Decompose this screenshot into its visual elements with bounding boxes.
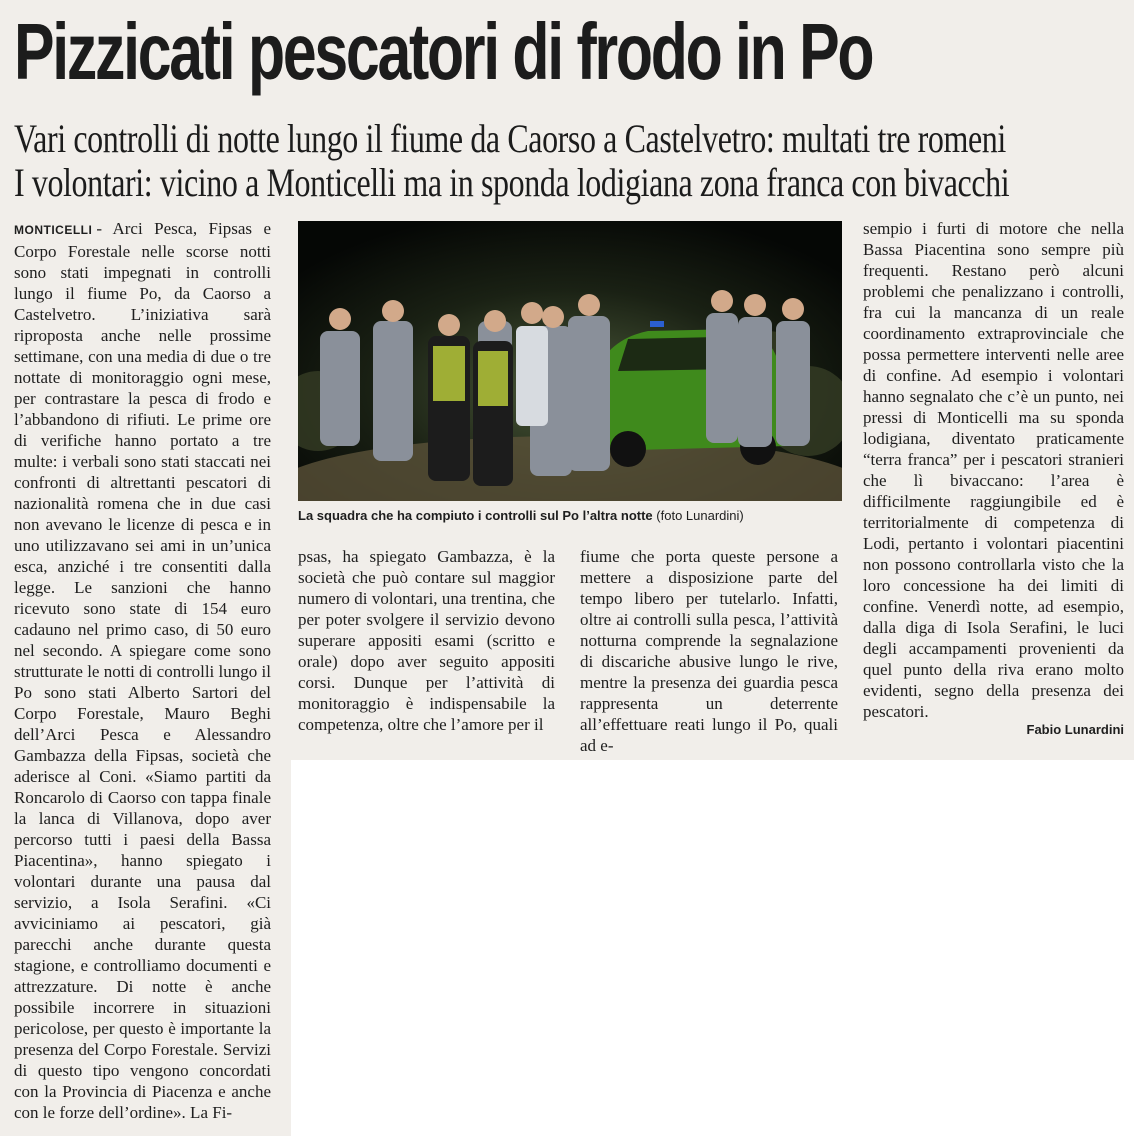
article-photo	[298, 221, 842, 501]
column-1-text: - Arci Pesca, Fipsas e Corpo Forestale nelle scorse notti sono stati impegnati in controlli lungo il fiume Po, da Caorso a Castelvetro. L’iniziativa sarà riproposta anche nelle prossime settimane, con una media di due o tre nottate di monitoraggio ogni mese, per contrastare la pesca di frodo e l’abbandono di rifiuti. Le prime ore di verifiche hanno portato a tre multe: i verbali sono stati staccati nei confronti di altrettanti pescatori di nazionalità romena che in due casi non avevano le licenze di pesca e in uno utilizzavano sei ami in un’unica esca, anziché i tre consentiti dalla legge. Le sanzioni che hanno ricevuto sono state di 154 euro cadauno nel primo caso, di 50 euro nel secondo. A spiegare come sono strutturate le notti di controlli lungo il Po sono stati Alberto Sartori del Corpo Forestale, Mauro Beghi dell’Arci Pesca e Alessandro Gambazza della Fipsas, società che aderisce al Coni. «Siamo partiti da Roncarolo di Caorso con tappa finale la lanca di Villanova, dopo aver percorso tutti i paesi della Bassa Piacentina», hanno spiegato i volontari durante una pausa dal servizio, a Isola Serafini. «Ci avviciniamo ai pescatori, già parecchi anche durante questa stagione, e controlliamo documenti e attrezzature. Di notte è anche possibile incorrere in situazioni pericolose, per questo è importante la presenza del Corpo Forestale. Servizi di questo tipo vengono concordati con la Provincia di Piacenza e anche con le forze dell’ordine». La Fi-	[14, 219, 271, 1122]
photo-credit: (foto Lunardini)	[656, 508, 744, 523]
byline: Fabio Lunardini	[1026, 722, 1124, 737]
headline: Pizzicati pescatori di frodo in Po	[14, 7, 873, 96]
photo-night-team-car	[298, 221, 842, 501]
column-2-text: psas, ha spiegato Gambazza, è la società che può contare sul maggior numero di volontari, una trentina, che per poter svolgere il servizio devono superare appositi esami (scritto e orale) dopo aver seguito appositi corsi. Dunque per l’attività di monitoraggio è indispensabile la competenza, oltre che l’amore per il	[298, 547, 555, 734]
subheadline-1: Vari controlli di notte lungo il fiume da Caorso a Castelvetro: multati tre romeni	[14, 116, 1006, 161]
column-1-paragraph	[14, 218, 271, 1123]
article-column-2	[298, 546, 555, 735]
caption-text: La squadra che ha compiuto i controlli sul Po l’altra notte	[298, 508, 653, 523]
subheadline-2: I volontari: vicino a Monticelli ma in sponda lodigiana zona franca con bivacchi	[14, 160, 1010, 205]
column-4-text: sempio i furti di motore che nella Bassa Piacentina sono sempre più frequenti. Restano però alcuni problemi che penalizzano i controlli, fra cui la mancanza di un reale coordinamento extraprovinciale che possa permettere interventi nelle aree di confine. Ad esempio i volontari hanno segnalato che c’è un punto, nei pressi di Monticelli ma su sponda lodigiana, diventato praticamente “terra franca” per i pescatori stranieri che lì bivaccano: l’area è difficilmente raggiungibile ed è territorialmente di competenza di Lodi, pertanto i volontari piacentini non possono controllarla visto che la loro concessione ha dei limiti di confine. Venerdì notte, ad esempio, dalla diga di Isola Serafini, le luci degli accampamenti provenienti da quel punto della riva erano molto evidenti, segno della presenza dei pescatori.	[863, 219, 1124, 721]
article-column-4	[863, 218, 1124, 722]
article-column-1	[14, 218, 271, 1123]
photo-caption	[298, 507, 842, 525]
dateline: MONTICELLI	[14, 223, 93, 237]
column-3-text: fiume che porta queste persone a mettere a disposizione parte del tempo libero per tutelarlo. Infatti, oltre ai controlli sulla pesca, l’attività notturna comprende la segnalazione di discariche abusive lungo le rive, mentre la presenza dei guardia pesca rappresenta un deterrente all’effettuare reati lungo il Po, quali ad e-	[580, 547, 838, 755]
article-column-3	[580, 546, 838, 756]
